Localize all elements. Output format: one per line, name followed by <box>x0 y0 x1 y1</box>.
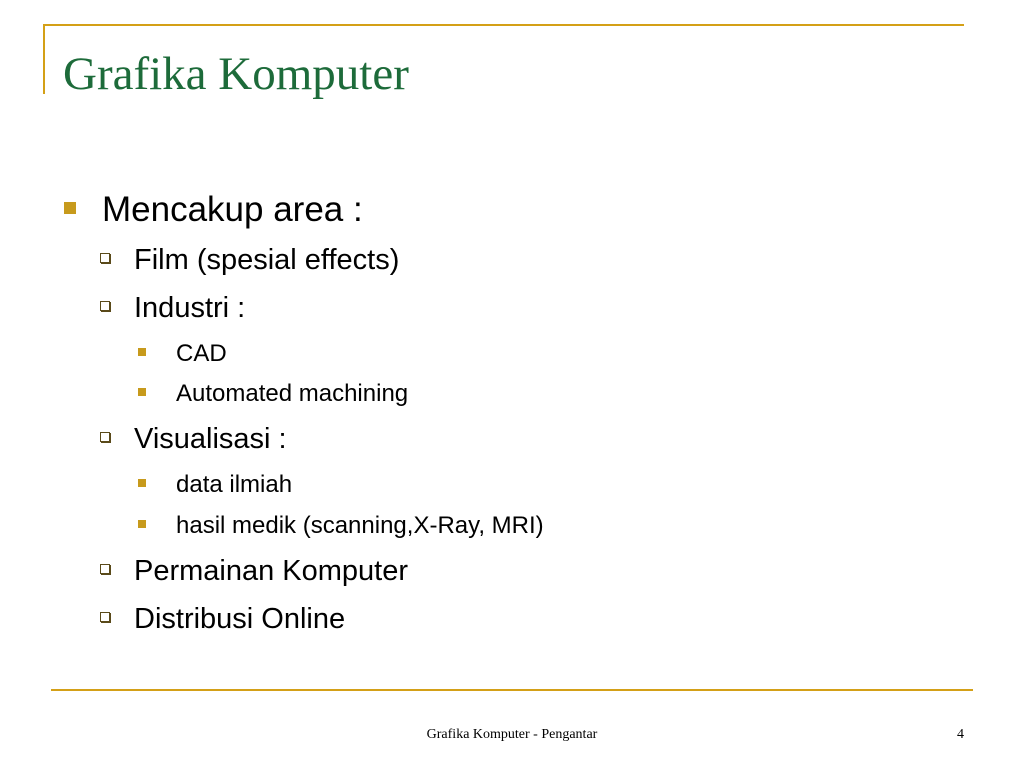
bullet-text: Permainan Komputer <box>134 555 409 588</box>
filled-square-bullet-icon <box>138 479 146 487</box>
bullet-item <box>100 421 287 456</box>
bullet-text: Distribusi Online <box>134 603 346 636</box>
hollow-square-bullet-icon <box>100 564 110 574</box>
bullet-text: Industri : <box>134 292 246 325</box>
bullet-item <box>100 290 245 325</box>
bullet-text: Automated machining <box>176 379 409 407</box>
filled-square-bullet-icon <box>138 520 146 528</box>
bullet-text: data ilmiah <box>176 470 293 498</box>
bullet-item <box>64 188 363 230</box>
footer-text: Grafika Komputer - Pengantar <box>426 727 598 742</box>
bullet-text: Mencakup area : <box>102 189 363 229</box>
filled-square-bullet-icon <box>64 202 76 214</box>
bullet-text: Film (spesial effects) <box>134 244 400 277</box>
title-frame-left-line <box>43 24 45 94</box>
bullet-item <box>138 379 408 408</box>
bullet-item <box>138 339 227 368</box>
page-number: 4 <box>957 727 964 742</box>
bullet-item <box>100 601 345 636</box>
bullet-text: Visualisasi : <box>134 423 287 456</box>
footer-divider-line <box>51 689 973 691</box>
hollow-square-bullet-icon <box>100 301 110 311</box>
title-frame-top-line <box>43 24 964 26</box>
filled-square-bullet-icon <box>138 348 146 356</box>
bullet-item <box>100 553 408 588</box>
hollow-square-bullet-icon <box>100 432 110 442</box>
hollow-square-bullet-icon <box>100 253 110 263</box>
slide-title: Grafika Komputer <box>63 48 409 100</box>
hollow-square-bullet-icon <box>100 612 110 622</box>
filled-square-bullet-icon <box>138 388 146 396</box>
bullet-item <box>100 242 399 277</box>
bullet-item <box>138 511 544 540</box>
bullet-text: hasil medik (scanning,X-Ray, MRI) <box>176 511 544 539</box>
bullet-text: CAD <box>176 339 227 367</box>
bullet-item <box>138 470 292 499</box>
